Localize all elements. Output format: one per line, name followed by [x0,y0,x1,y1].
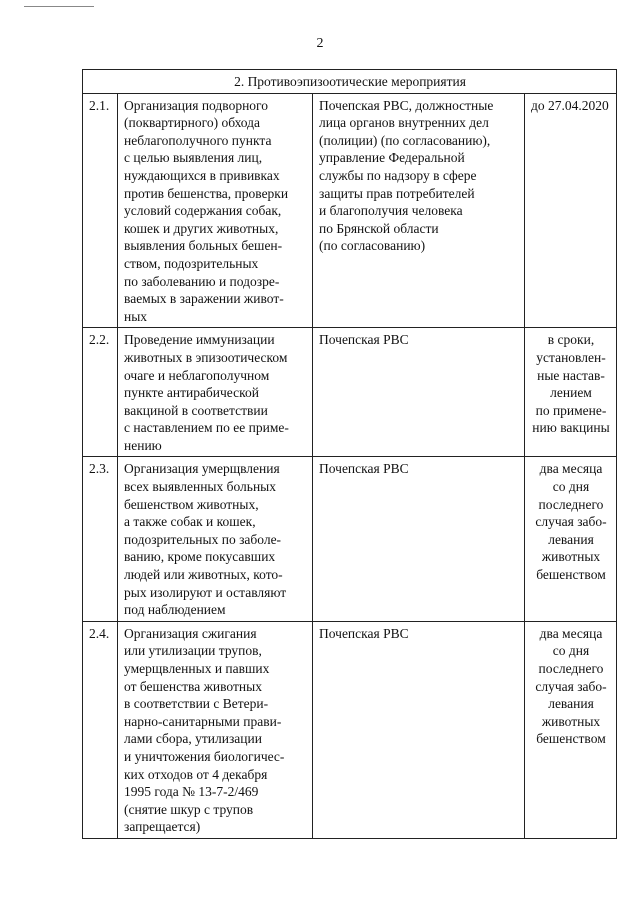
row-number: 2.3. [83,457,118,621]
top-rule [24,6,94,7]
measure-cell: Организация умерщвления всех выявленных больных бешенством животных, а также собак и кошек, подозрительных по заболе- ванию, кроме покусавших людей или животных, кото- рых изолируют и оставляют под наблюдением [118,457,313,621]
page-number: 2 [316,36,324,51]
table-row [83,457,617,621]
table-row [83,328,617,457]
responsible-cell: Почепская РВС, должностные лица органов внутренних дел (полиции) (по согласованию), управление Федеральной службы по надзору в сфере защиты прав потребителей и благополучия человека по Брянской области (по согласованию) [313,93,525,328]
row-number: 2.4. [83,621,118,838]
table-row [83,621,617,838]
measure-cell: Проведение иммунизации животных в эпизоотическом очаге и неблагополучном пункте антирабической вакциной в соответствии с наставлением по ее приме- нению [118,328,313,457]
deadline-cell: два месяца со дня последнего случая забо- левания животных бешенством [525,621,617,838]
row-number: 2.1. [83,93,118,328]
measure-cell: Организация сжигания или утилизации трупов, умерщвленных и павших от бешенства животных в соответствии с Ветери- нарно-санитарными прави- лами сбора, утилизации и уничтожения биологичес- ких отходов от 4 декабря 1995 года № 13-7-2/469 (снятие шкур с трупов запрещается) [118,621,313,838]
measures-table [82,69,617,839]
measure-cell: Организация подворного (поквартирного) обхода неблагополучного пункта с целью выявления лиц, нуждающихся в прививках против бешенства, проверки условий содержания собак, кошек и других животных, выявления больных бешен- ством, подозрительных по заболеванию и подозре- ваемых в заражении живот- ных [118,93,313,328]
row-number: 2.2. [83,328,118,457]
responsible-cell: Почепская РВС [313,328,525,457]
responsible-cell: Почепская РВС [313,457,525,621]
responsible-cell: Почепская РВС [313,621,525,838]
section-title: 2. Противоэпизоотические мероприятия [83,70,617,94]
deadline-cell: два месяца со дня последнего случая забо- левания животных бешенством [525,457,617,621]
deadline-cell: в сроки, установлен- ные настав- лением по примене- нию вакцины [525,328,617,457]
table-row [83,93,617,328]
deadline-cell: до 27.04.2020 [525,93,617,328]
section-header-row [83,70,617,94]
